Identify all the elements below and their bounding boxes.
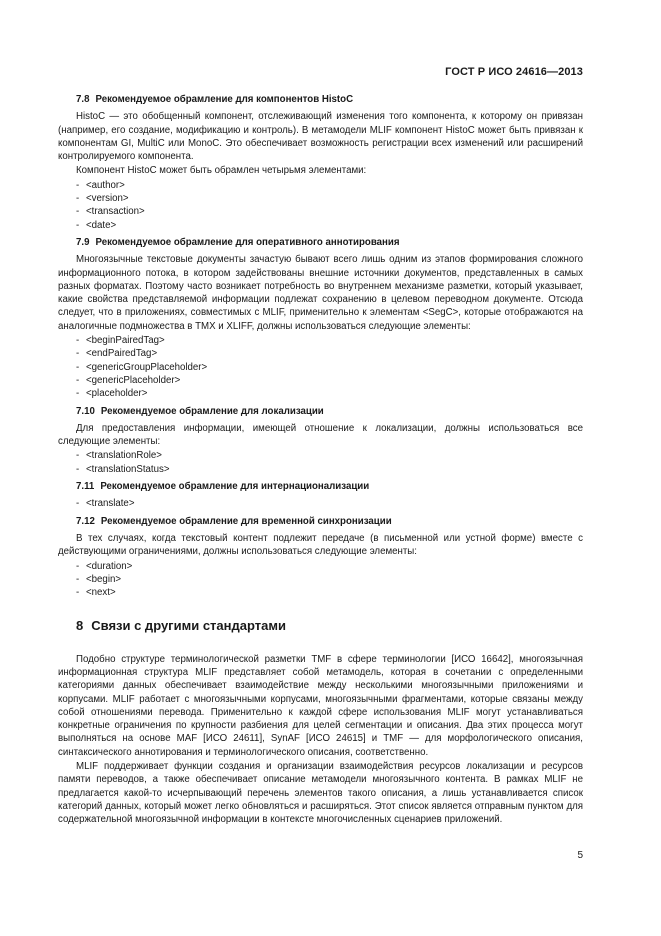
list-item-text: <translationStatus> [86,463,170,475]
list-item-text: <translationRole> [86,450,162,462]
paragraph: MLIF поддерживает функции создания и организации взаимодействия ресурсов локализации и ресурсов памяти переводов, а также обеспечивает описание метамодели многоязычного контента. В рамках MLIF не предлагается какой-то исчерпывающий перечень элементов такого описания, а лишь устанавливается список категорий данных, который может легко обновляться и расширяться. Этот список является отправным пунктом для содержательной многоязычной информации в контексте многочисленных сценариев приложений. [58,761,583,826]
paragraph: HistoC — это обобщенный компонент, отслеживающий изменения того компонента, к которому он привязан (например, его создание, модификацию и контроль). В метамодели MLIF компонент HistoC может быть привязан к компонентам GI, MultiC или MonoC. Это обеспечивает возможность регистрации всех изменений или расширений контролируемого компонента. [58,111,583,163]
section-title-text: Рекомендуемое обрамление для локализации [100,405,324,417]
list-item: - <placeholder> [76,388,148,400]
list-item-text: <genericPlaceholder> [86,374,181,386]
list-item: - <begin> [76,573,122,585]
list-item-text: <begin> [86,573,122,585]
section-number: 7.10 [76,405,95,417]
page-content [58,93,583,828]
list-item-text: <next> [86,587,116,599]
section-7-10 [58,405,583,476]
section-title-text: Рекомендуемое обрамление для временной синхронизации [100,515,392,527]
section-title-text: Рекомендуемое обрамление для оперативного аннотирования [95,236,400,248]
section-number: 7.12 [76,515,95,527]
list-item: - <beginPairedTag> [76,335,165,347]
list-item-text: <duration> [86,560,133,572]
list-item-text: <version> [86,193,129,205]
section-number: 7.11 [76,481,95,493]
list-item-text: <translate> [86,498,135,510]
chapter-title-text: Связи с другими стандартами [91,618,286,634]
list-item: - <endPairedTag> [76,348,158,360]
section-title-text: Рекомендуемое обрамление для интернационализации [100,481,370,493]
list-item-text: <transaction> [86,206,145,218]
list-item: - <translationRole> [76,450,162,462]
list-item-text: <author> [86,179,125,191]
list-item: - <author> [76,179,125,191]
list-item: - <duration> [76,560,133,572]
list-item-text: <beginPairedTag> [86,335,165,347]
list-item-text: <date> [86,219,117,231]
section-title-text: Рекомендуемое обрамление для компонентов HistoC [95,94,354,105]
standard-header: ГОСТ Р ИСО 24616—2013 [445,66,583,78]
list-item: - <version> [76,193,129,205]
paragraph: В тех случаях, когда текстовый контент подлежит передаче (в письменной или устной форме) вместе с действующими ограничениями, должны использоваться следующие элементы: [58,532,583,558]
paragraph: Многоязычные текстовые документы зачастую бывают всего лишь одним из этапов формирования сложного информационного потока, в котором задействованы внешние источники документов, представленных в самых разных форматах. Поэтому часто возникает потребность во внутреннем механизме разметки, который указывает, какие свойства представляемой информации подлежат сохранению в целевом переводном документе. Отсюда следует, что в приложениях, совместимых с MLIF, применительно к элементам <SegC>, которые отображаются на аналогичные подмножества в TMX и XLIFF, должны использоваться следующие элементы: [58,254,583,332]
list-item: - <genericPlaceholder> [76,374,181,386]
list-item-text: <endPairedTag> [86,348,158,360]
list-item: - <transaction> [76,206,145,218]
list-item: - <translationStatus> [76,463,170,475]
chapter-number: 8 [76,618,84,634]
element-list [58,179,583,232]
list-item-text: <genericGroupPlaceholder> [86,361,208,373]
page-number: 5 [577,850,583,861]
section-7-8 [58,93,583,232]
paragraph: Для предоставления информации, имеющей отношение к локализации, должны использоваться все следующие элементы: [58,422,583,448]
list-item: - <translate> [76,498,135,510]
section-title [76,515,583,528]
list-item: - <date> [76,219,117,231]
paragraph: Подобно структуре терминологической разметки TMF в сфере терминологии [ИСО 16642], многоязычная информационная структура MLIF представляет собой метамодель, которая в сочетании с определенными категориями данных обеспечивает взаимодействие между несколькими многоязычными приложениями и корпусами. MLIF работает с многоязычными корпусами, многоязычными фрагментами, которые связаны между собой отношениями перевода. Применительно к каждой сфере использования MLIF могут устанавливаться конкретные ограничения по крупности разбиения для целей сегментации и описания. Два этих процесса могут выполняться на основе MAF [ИСО 24611], SynAF [ИСО 24615] и TMF — для морфологического описания, синтаксического аннотирования и терминологического описания, соответственно. [58,653,583,758]
section-number: 7.9 [76,236,90,248]
section-title [76,480,583,493]
list-item-text: <placeholder> [86,388,148,400]
element-list [58,334,583,400]
section-7-12 [58,515,583,600]
list-item: - <genericGroupPlaceholder> [76,361,208,373]
element-list [58,560,583,600]
section-title [76,405,583,418]
list-item: - <next> [76,587,116,599]
section-7-11 [58,480,583,511]
element-list [58,449,583,476]
element-list [58,497,583,510]
chapter-title [76,619,583,632]
paragraph: Компонент HistoC может быть обрамлен четырьмя элементами: [76,165,367,177]
section-number: 7.8 [76,94,90,105]
section-title [76,236,583,249]
section-7-9 [58,236,583,401]
section-title [76,93,583,106]
